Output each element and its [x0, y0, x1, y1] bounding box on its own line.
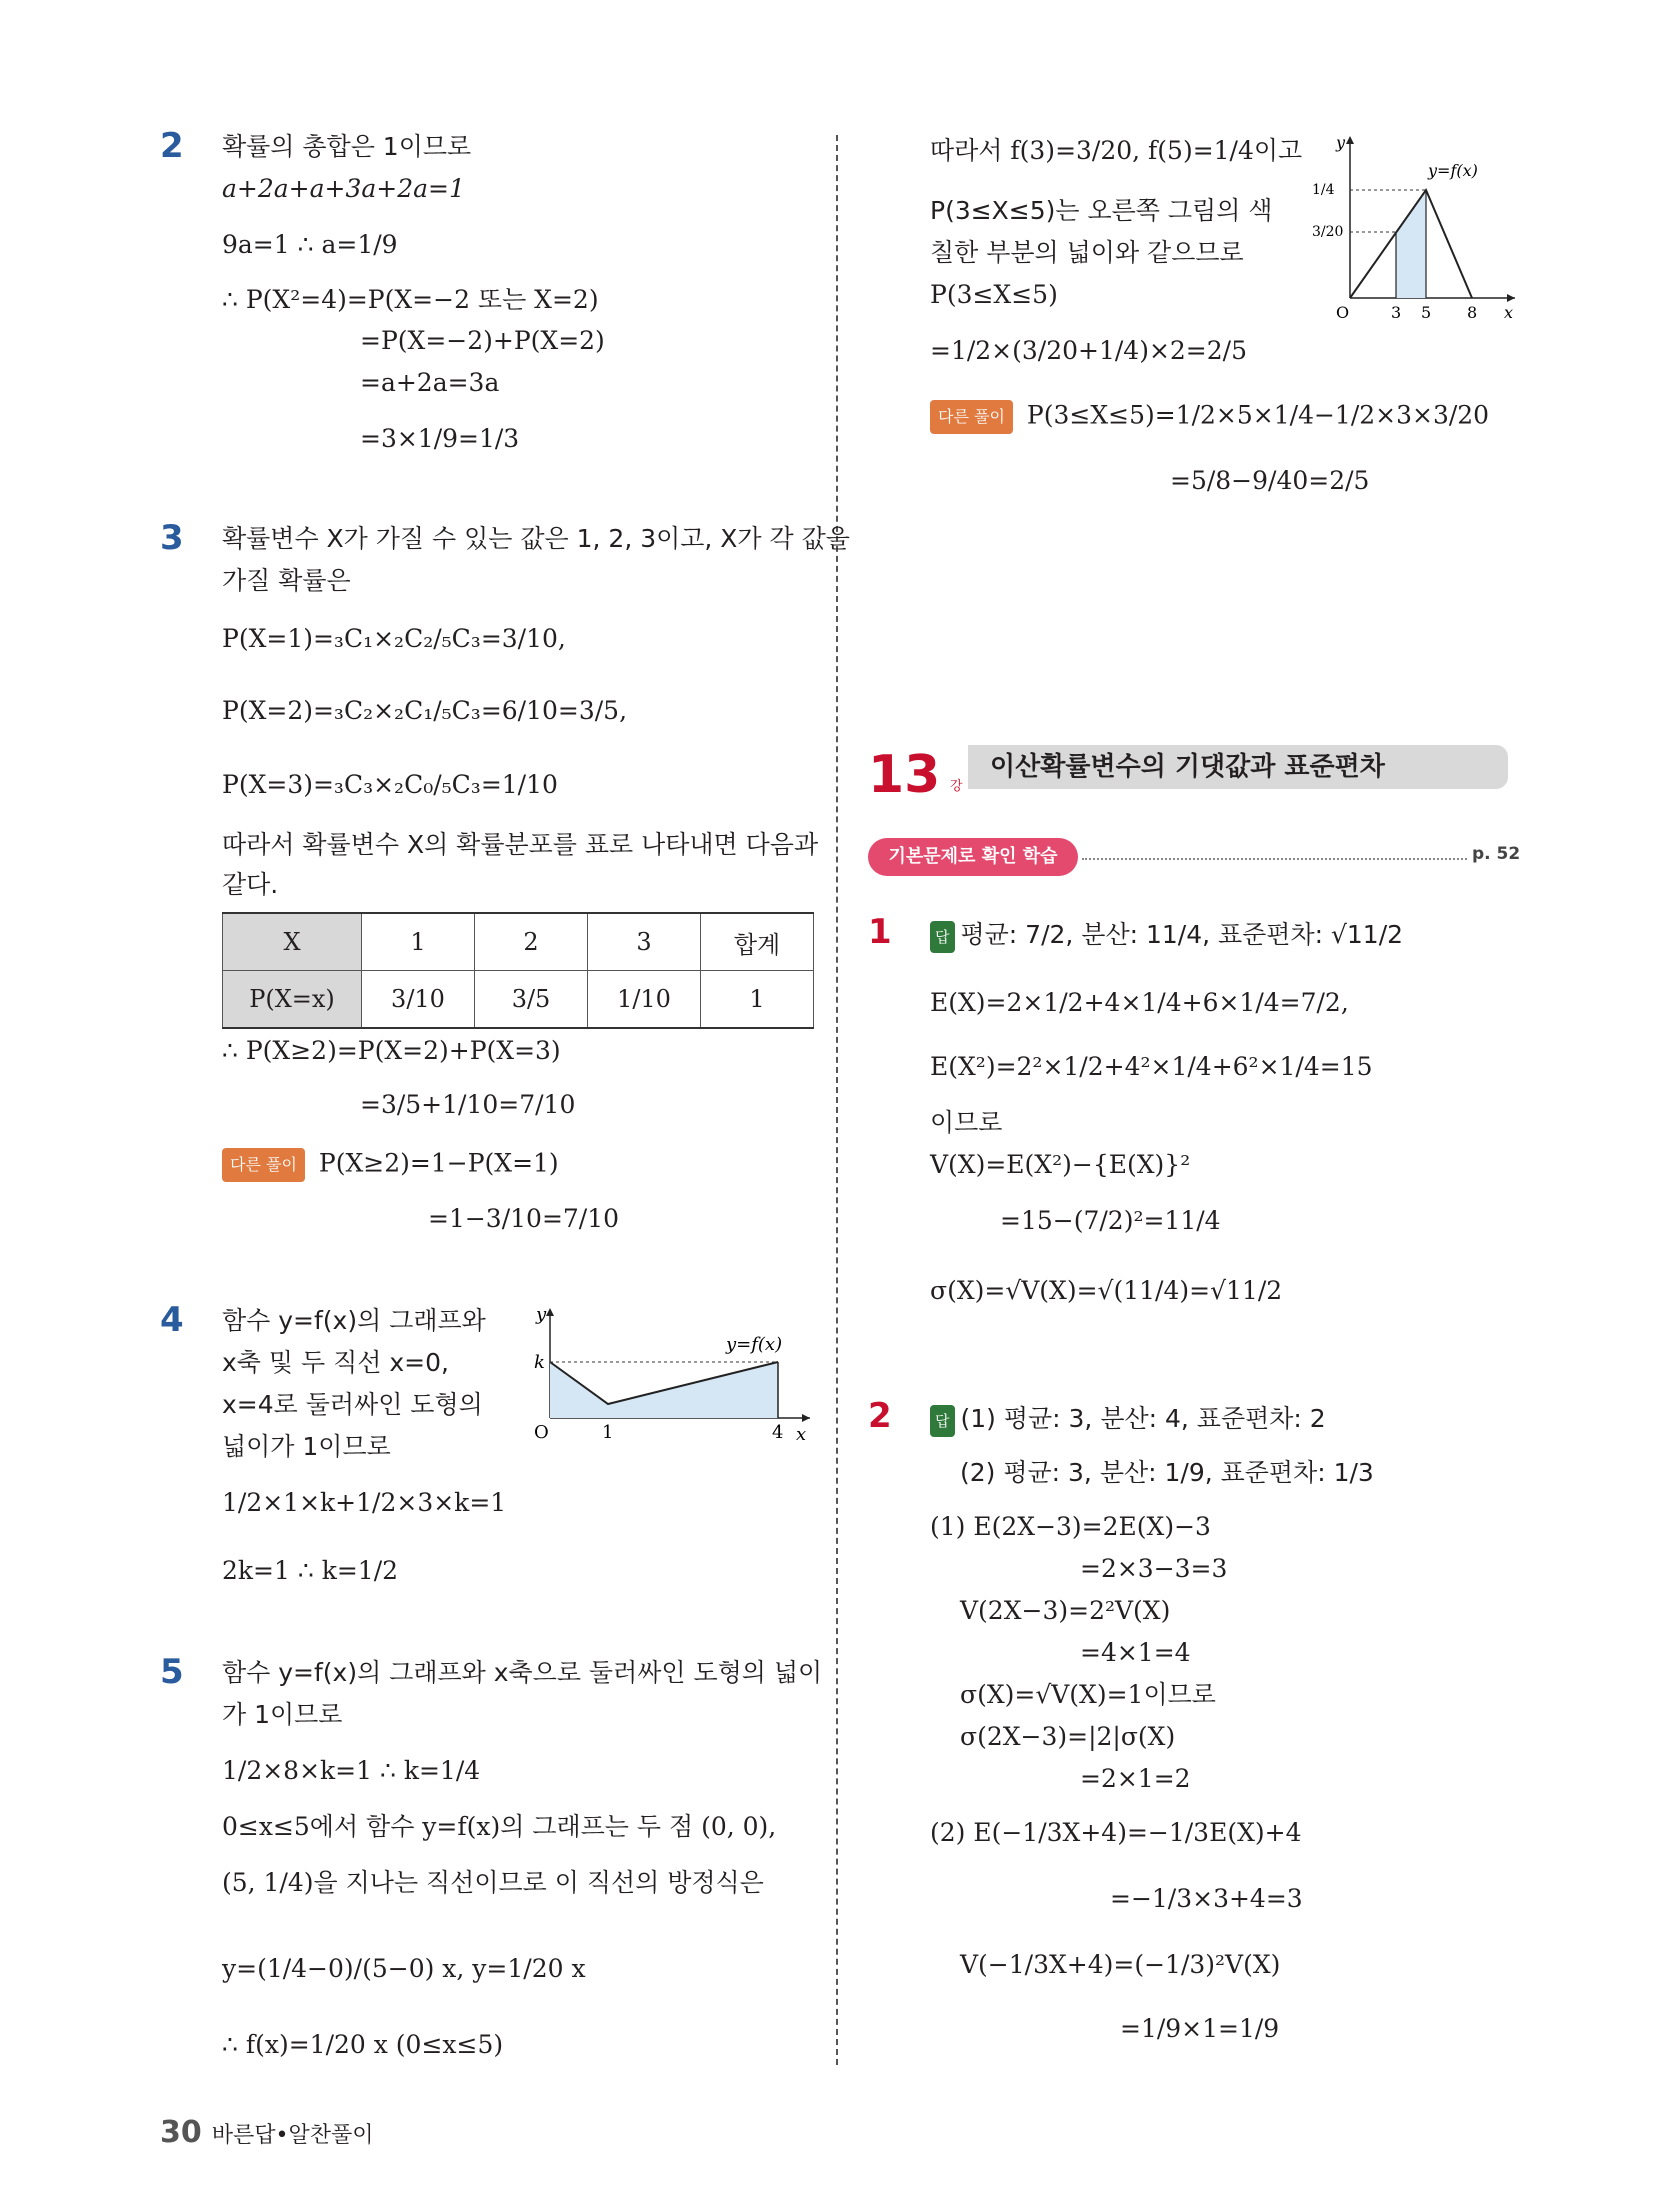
equation-line: P(3≤X≤5)=1/2×5×1/4−1/2×3×3/20: [1026, 400, 1490, 430]
question-number-2: 2: [868, 1396, 892, 1436]
equation-line: =1/2×(3/20+1/4)×2=2/5: [930, 336, 1247, 365]
equation-line: =P(X=−2)+P(X=2): [360, 326, 605, 355]
table-cell: 3: [588, 913, 701, 971]
equation-line: =4×1=4: [1080, 1638, 1191, 1667]
section-title: 이산확률변수의 기댓값과 표준편차: [968, 745, 1508, 789]
equation-line: (1) E(2X−3)=2E(X)−3: [930, 1512, 1211, 1541]
alt-solution-badge: 다른 풀이: [222, 1148, 305, 1182]
graph-function-label: y=f(x): [1428, 161, 1478, 180]
equation-line: =1−3/10=7/10: [428, 1204, 620, 1233]
question-number-1: 1: [868, 912, 892, 952]
table-cell: 2: [475, 913, 588, 971]
equation-line: 0≤x≤5에서 함수 y=f(x)의 그래프는 두 점 (0, 0),: [222, 1812, 777, 1841]
text-line: 칠한 부분의 넓이와 같으므로: [930, 238, 1244, 267]
graph-function-label: y=f(x): [726, 1334, 783, 1355]
graph-p5: [1310, 130, 1520, 330]
alt-solution-badge: 다른 풀이: [930, 400, 1013, 434]
section-number-suffix: 강: [950, 779, 963, 794]
graph-y-label: y: [536, 1304, 547, 1325]
equation-line: V(−1/3X+4)=(−1/3)²V(X): [960, 1950, 1281, 1979]
section-number: 13: [868, 745, 941, 805]
equation-line: E(X²)=2²×1/2+4²×1/4+6²×1/4=15: [930, 1052, 1373, 1081]
equation-line: 9a=1 ∴ a=1/9: [222, 230, 398, 259]
graph-tick-label: 5: [1421, 303, 1432, 322]
problem-number-2: 2: [160, 126, 184, 166]
text-line: 확률변수 X가 가질 수 있는 값은 1, 2, 3이고, X가 각 값을: [222, 524, 850, 553]
graph-k-label: k: [534, 1352, 545, 1373]
equation-line: E(X)=2×1/2+4×1/4+6×1/4=7/2,: [930, 988, 1349, 1017]
table-cell: X: [223, 913, 362, 971]
equation-line: =a+2a=3a: [360, 368, 500, 397]
text-line: x=4로 둘러싸인 도형의: [222, 1390, 483, 1419]
graph-tick-label: 1/4: [1312, 182, 1335, 198]
graph-x-label: x: [796, 1424, 807, 1440]
equation-line: σ(X)=√V(X)=√(11/4)=√11/2: [930, 1276, 1283, 1305]
graph-tick-label: 4: [772, 1422, 784, 1440]
equation-line: 1/2×1×k+1/2×3×k=1: [222, 1488, 507, 1517]
equation-line: =2×1=2: [1080, 1764, 1191, 1793]
page-number: 30: [160, 2115, 202, 2150]
text-line: 가질 확률은: [222, 566, 351, 595]
graph-tick-label: 1: [602, 1422, 614, 1440]
table-cell: 1: [701, 971, 814, 1029]
text-line: 같다.: [222, 870, 279, 899]
equation-line: =15−(7/2)²=11/4: [1000, 1206, 1221, 1235]
answer-text: (2) 평균: 3, 분산: 1/9, 표준편차: 1/3: [960, 1458, 1374, 1487]
dotted-leader: [1082, 858, 1467, 860]
alt-solution: [222, 1148, 559, 1182]
answer-text: (1) 평균: 3, 분산: 4, 표준편차: 2: [960, 1404, 1326, 1433]
text-line: P(3≤X≤5)는 오른쪽 그림의 색: [930, 196, 1273, 225]
section-header: [868, 745, 1508, 805]
equation-line: (5, 1/4)을 지나는 직선이므로 이 직선의 방정식은: [222, 1868, 764, 1897]
equation-line: =1/9×1=1/9: [1120, 2014, 1280, 2043]
equation-line: 2k=1 ∴ k=1/2: [222, 1556, 399, 1585]
equation-line: P(X=2)=₃C₂×₂C₁/₅C₃=6/10=3/5,: [222, 696, 628, 725]
table-cell: 합계: [701, 913, 814, 971]
table-row: [223, 971, 814, 1029]
equation-line: σ(2X−3)=|2|σ(X): [960, 1722, 1176, 1751]
graph-tick-label: 3: [1391, 303, 1402, 322]
problem-number-5: 5: [160, 1652, 184, 1692]
basic-problem-pill: 기본문제로 확인 학습: [868, 838, 1078, 876]
table-cell: P(X=x): [223, 971, 362, 1029]
text-line: 넓이가 1이므로: [222, 1432, 391, 1461]
graph-y-label: y: [1336, 133, 1346, 152]
answer-text: 평균: 7/2, 분산: 11/4, 표준편차: √11/2: [960, 920, 1404, 949]
equation-line: =3×1/9=1/3: [360, 424, 520, 453]
equation-line: ∴ f(x)=1/20 x (0≤x≤5): [222, 2030, 504, 2059]
graph-p4: [520, 1300, 820, 1440]
text-line: 확률의 총합은 1이므로: [222, 132, 472, 161]
answer-badge: 답: [930, 921, 955, 953]
equation-line: 따라서 f(3)=3/20, f(5)=1/4이고: [930, 136, 1303, 165]
problem-number-3: 3: [160, 518, 184, 558]
equation-line: =3/5+1/10=7/10: [360, 1090, 576, 1119]
table-cell: 1/10: [588, 971, 701, 1029]
equation-line: σ(X)=√V(X)=1이므로: [960, 1680, 1216, 1709]
equation-line: =2×3−3=3: [1080, 1554, 1228, 1583]
equation-line: =−1/3×3+4=3: [1110, 1884, 1303, 1913]
equation-line: P(X≥2)=1−P(X=1): [318, 1148, 559, 1178]
graph-x-label: x: [1504, 303, 1514, 322]
table-row: [223, 913, 814, 971]
page-reference: p. 52: [1472, 844, 1521, 864]
graph-origin-label: O: [1336, 303, 1350, 322]
footer-title: 바른답•알찬풀이: [211, 2123, 374, 2148]
equation-line: y=(1/4−0)/(5−0) x, y=1/20 x: [222, 1954, 586, 1983]
probability-table: [222, 912, 814, 1029]
equation-line: =5/8−9/40=2/5: [1170, 466, 1370, 495]
alt-solution: [930, 400, 1489, 434]
equation-line: 1/2×8×k=1 ∴ k=1/4: [222, 1756, 481, 1785]
page-footer: [160, 2115, 374, 2150]
equation-line: ∴ P(X²=4)=P(X=−2 또는 X=2): [222, 285, 599, 314]
equation-line: P(3≤X≤5): [930, 280, 1058, 309]
answer-line: [930, 920, 1403, 953]
equation-line: P(X=3)=₃C₃×₂C₀/₅C₃=1/10: [222, 770, 558, 799]
graph-tick-label: 3/20: [1312, 224, 1344, 240]
equation-line: P(X=1)=₃C₁×₂C₂/₅C₃=3/10,: [222, 624, 566, 653]
column-divider: [836, 135, 838, 2065]
table-cell: 3/5: [475, 971, 588, 1029]
graph-tick-label: 8: [1467, 303, 1478, 322]
text-line: 가 1이므로: [222, 1700, 343, 1729]
equation-line: (2) E(−1/3X+4)=−1/3E(X)+4: [930, 1818, 1302, 1847]
text-line: x축 및 두 직선 x=0,: [222, 1348, 449, 1377]
equation-line: V(X)=E(X²)−{E(X)}²: [930, 1150, 1191, 1179]
equation-line: a+2a+a+3a+2a=1: [222, 174, 465, 203]
text-line: 함수 y=f(x)의 그래프와: [222, 1306, 486, 1335]
text-line: 이므로: [930, 1108, 1003, 1137]
answer-line: [930, 1404, 1326, 1437]
graph-origin-label: O: [534, 1422, 549, 1440]
text-line: 함수 y=f(x)의 그래프와 x축으로 둘러싸인 도형의 넓이: [222, 1658, 823, 1687]
equation-line: V(2X−3)=2²V(X): [960, 1596, 1171, 1625]
table-cell: 3/10: [362, 971, 475, 1029]
equation-line: ∴ P(X≥2)=P(X=2)+P(X=3): [222, 1036, 561, 1065]
problem-number-4: 4: [160, 1300, 184, 1340]
answer-badge: 답: [930, 1405, 955, 1437]
text-line: 따라서 확률변수 X의 확률분포를 표로 나타내면 다음과: [222, 830, 819, 859]
table-cell: 1: [362, 913, 475, 971]
